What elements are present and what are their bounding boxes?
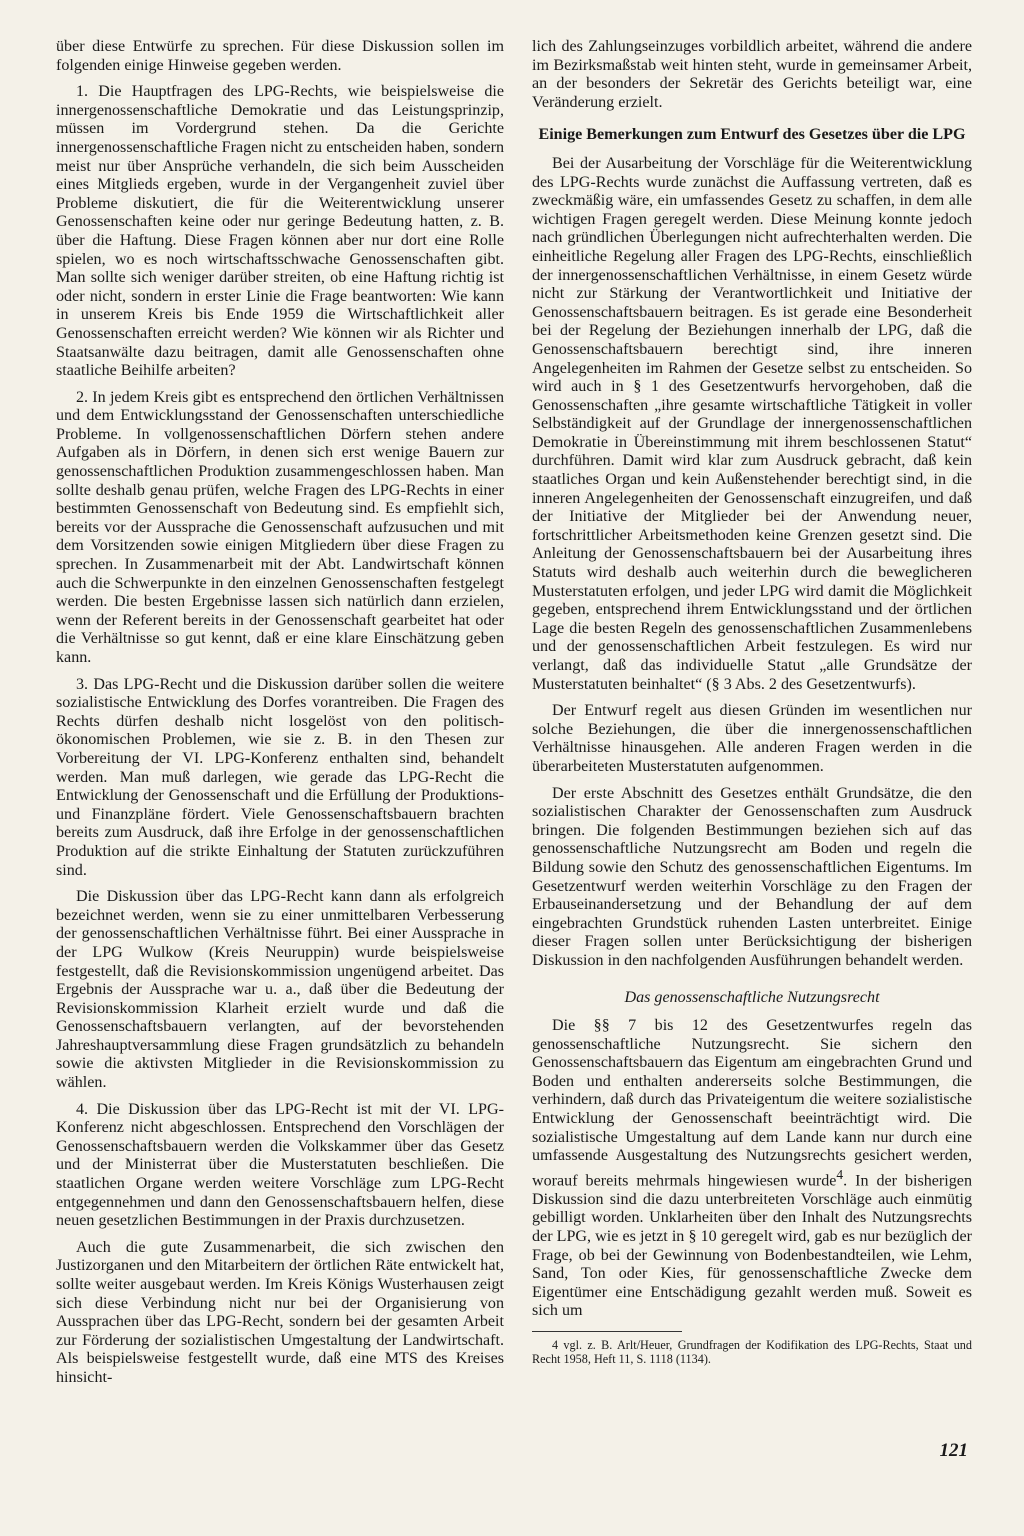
footnote-marker: 4	[836, 1166, 844, 1182]
paragraph: über diese Entwürfe zu sprechen. Für diese Diskussion sollen im folgenden einige Hinweise gegeben werden.	[56, 38, 504, 74]
paragraph: lich des Zahlungseinzuges vorbildlich arbeitet, während die andere im Bezirksmaßstab weit hinten steht, wurde in gemeinsamer Arbeit, an der besonders der Sekretär des Gerichts beteiligt war, eine Veränderung erzielt.	[532, 38, 972, 111]
footnote: 4 vgl. z. B. Arlt/Heuer, Grundfragen der Kodifikation des LPG-Rechts, Staat und Recht 1958, Heft 11, S. 1118 (1134).	[532, 1337, 972, 1366]
right-column	[532, 38, 972, 1374]
paragraph: 4. Die Diskussion über das LPG-Recht ist mit der VI. LPG-Konferenz nicht abgeschlossen. Entsprechend den Vorschlägen der Genossenschaftsbauern werden die Volkskammer über das Gesetz und der Ministerrat über die Musterstatuten beschließen. Die staatlichen Organe werden weitere Vorschläge zum LPG-Recht entgegennehmen und dann den Genossenschaftsbauern helfen, diese neuen gesetzlichen Bestimmungen in der Praxis durchzusetzen.	[56, 1100, 504, 1230]
page-number: 121	[939, 1440, 968, 1461]
paragraph: 3. Das LPG-Recht und die Diskussion darüber sollen die weitere sozialistische Entwicklung des Dorfes vorantreiben. Die Fragen des Rechts dürfen deshalb nicht losgelöst von den politisch-ökonomischen Problemen, wie sie z. B. in den Thesen zur Vorbereitung der VI. LPG-Konferenz enthalten sind, behandelt werden. Man muß darlegen, wie gerade das LPG-Recht die Entwicklung der Genossenschaft und die Erfüllung der Produktions- und Finanzpläne fördert. Viele Genossenschaftsbauern brachten bereits zum Ausdruck, daß ihre Erfolge in der genossenschaftlichen Produktion auf die strikte Einhaltung der Statuten zurückzuführen sind.	[56, 675, 504, 879]
paragraph: 2. In jedem Kreis gibt es entsprechend den örtlichen Verhältnissen und dem Entwicklungsstand der Genossenschaften unterschiedliche Probleme. In vollgenossenschaftlichen Dörfern stehen andere Aufgaben als in Dörfern, in denen sich erst wenige Bauern zur genossenschaftlichen Produktion zusammengeschlossen haben. Man sollte deshalb genau prüfen, welche Fragen des LPG-Rechts in einer bestimmten Genossenschaft von Bedeutung sind. Es empfiehlt sich, bereits vor der Aussprache die Genossenschaft aufzusuchen und mit dem Vorsitzenden sowie einigen Mitgliedern über diese Fragen zu sprechen. In Zusammenarbeit mit der Abt. Landwirtschaft können auch die Schwerpunkte in den einzelnen Genossenschaften festgelegt werden. Die besten Ergebnisse lassen sich natürlich dann erzielen, wenn der Referent bereits in der Genossenschaft gearbeitet hat oder die Verhältnisse so gut kennt, daß er eine klare Einschätzung geben kann.	[56, 388, 504, 666]
paragraph: Der erste Abschnitt des Gesetzes enthält Grundsätze, die den sozialistischen Charakter der Genossenschaften zum Ausdruck bringen. Die folgenden Bestimmungen beziehen sich auf das genossenschaftliche Nutzungsrecht am Boden und regeln die Bildung sowie den Schutz des genossenschaftlichen Eigentums. Im Gesetzentwurf werden weiterhin Vorschläge zu den Fragen der Erbauseinandersetzung und der Behandlung der auf dem eingebrachten Grundstück ruhenden Lasten unterbreitet. Einige dieser Fragen sollen unter Berücksichtigung der bisherigen Diskussion in den nachfolgenden Ausführungen behandelt werden.	[532, 784, 972, 969]
paragraph-text: . In der bisherigen Diskussion sind die dazu unterbreiteten Vorschläge auch einmütig gebilligt worden. Unklarheiten über den Inhalt des Nutzungsrechts der LPG, wie es jetzt in § 10 geregelt wird, gab es nur bezüglich der Frage, ob bei der Gewinnung von Bodenbestandteilen, wie Lehm, Sand, Ton oder Kies, für genossenschaftliche Zwecke dem Eigentümer eine Entschädigung gezahlt werden muß. Soweit es sich um	[532, 1172, 972, 1320]
paragraph-text: Die §§ 7 bis 12 des Gesetzentwurfes regeln das genossenschaftliche Nutzungsrecht. Sie sichern den Genossenschaftsbauern das Eigentum am eingebrachten Grund und Boden und enthalten andererseits solche Bestimmungen, die verhindern, daß durch das Privateigentum die weitere sozialistische Entwicklung der Genossenschaft beeinträchtigt wird. Die sozialistische Umgestaltung auf dem Lande kann nur durch eine umfassende Ausgestaltung des Nutzungsrechts gesichert werden, worauf bereits mehrmals hingewiesen wurde	[532, 1017, 972, 1190]
paragraph: Auch die gute Zusammenarbeit, die sich zwischen den Justizorganen und den Mitarbeitern der örtlichen Räte entwickelt hat, sollte weiter ausgebaut werden. Im Kreis Königs Wusterhausen zeigt sich diese Verbindung nicht nur bei der Organisierung von Aussprachen über das LPG-Recht, sondern bei der gesamten Arbeit zur Förderung der sozialistischen Umgestaltung der Landwirtschaft. Als beispielsweise festgestellt wurde, daß eine MTS des Kreises hinsicht-	[56, 1238, 504, 1386]
paragraph: Die Diskussion über das LPG-Recht kann dann als erfolgreich bezeichnet werden, wenn sie zu einer unmittelbaren Verbesserung der genossenschaftlichen Verhältnisse führt. Bei einer Aussprache in der LPG Wulkow (Kreis Neuruppin) wurde beispielsweise festgestellt, daß die Revisionskommission ungenügend arbeitet. Das Ergebnis der Aussprache war u. a., daß über die Bedeutung der Revisionskommission Klarheit erzielt wurde und daß die Genossenschaftsbauern verlangten, auf der bevorstehenden Jahreshauptversammlung diese Fragen grundsätzlich zu behandeln sowie die aktivsten Mitglieder in die Revisionskommission zu wählen.	[56, 888, 504, 1092]
section-heading: Einige Bemerkungen zum Entwurf des Gesetzes über die LPG	[538, 126, 966, 144]
left-column	[56, 38, 504, 1396]
paragraph: Der Entwurf regelt aus diesen Gründen im wesentlichen nur solche Beziehungen, die über die innergenossenschaftlichen Verhältnisse hinausgehen. Alle anderen Fragen werden in die überarbeiteten Musterstatuten aufgenommen.	[532, 702, 972, 775]
paragraph	[532, 1017, 972, 1321]
paragraph: 1. Die Hauptfragen des LPG-Rechts, wie beispielsweise die innergenossenschaftliche Demokratie und das Leistungsprinzip, müssen im Vordergrund stehen. Da die Gerichte innergenossenschaftliche Fragen nicht zu entscheiden haben, sondern meist nur über Ansprüche verhandeln, die sich beim Ausscheiden eines Mitglieds ergeben, wurde in der Vergangenheit zuviel über Probleme diskutiert, die für die Weiterentwicklung unserer Genossenschaften keine oder nur geringe Bedeutung hatten, z. B. über die Haftung. Diese Fragen können aber nur dort eine Rolle spielen, wo es noch wirtschaftsschwache Genossenschaften gibt. Man sollte sich weniger darüber streiten, ob eine Haftung richtig ist oder nicht, sondern in erster Linie die Frage beantworten: Wie kann in unserem Kreis bis Ende 1959 die Wirtschaftlichkeit aller Genossenschaften erreicht werden? Wie können wir als Richter und Staatsanwälte dazu beitragen, damit alle Genossenschaften ohne staatliche Beihilfe arbeiten?	[56, 83, 504, 380]
footnote-divider	[532, 1331, 682, 1332]
paragraph: Bei der Ausarbeitung der Vorschläge für die Weiterentwicklung des LPG-Rechts wurde zunächst die Auffassung vertreten, daß es zweckmäßig wäre, ein umfassendes Gesetz zu schaffen, in dem alle wichtigen Fragen geregelt werden. Diese Meinung konnte jedoch nach gründlichen Überlegungen nicht aufrechterhalten werden. Die einheitliche Regelung aller Fragen des LPG-Rechts, einschließlich der innergenossenschaftlichen Verhältnisse, in einem Gesetz würde nicht zur Stärkung der Verantwortlichkeit und Initiative der Genossenschaftsbauern beitragen. Es ist gerade eine Besonderheit bei der Regelung der Beziehungen innerhalb der LPG, daß die Genossenschaftsbauern berechtigt sind, ihre inneren Angelegenheiten im Rahmen der Gesetze selbst zu entscheiden. So wird auch in § 1 des Gesetzentwurfs hervorgehoben, daß die Genossenschaften „ihre gesamte wirtschaftliche Tätigkeit in voller Selbständigkeit auf der Grundlage der innergenossenschaftlichen Demokratie in Übereinstimmung mit ihrem beschlossenen Statut“ durchführen. Damit wird klar zum Ausdruck gebracht, daß kein staatliches Organ und kein Außenstehender berechtigt sind, in die inneren Angelegenheiten der Genossenschaft einzugreifen, und daß der Initiative der Mitglieder bei der Anwendung neuer, fortschrittlicher Arbeitsmethoden keine Grenzen gesetzt sind. Die Anleitung der Genossenschaftsbauern bei der Ausarbeitung ihres Statuts wird deshalb auch weiterhin durch die beweglicheren Musterstatuten erfolgen, und jeder LPG wird damit die Möglichkeit gegeben, entsprechend ihrem Entwicklungsstand und der örtlichen Lage die besten Regeln des genossenschaftlichen Zusammenlebens und der genossenschaftlichen Arbeit festzulegen. Es wird nur verlangt, daß das individuelle Statut „alle Grundsätze der Musterstatuten beinhaltet“ (§ 3 Abs. 2 des Gesetzentwurfs).	[532, 154, 972, 693]
subsection-heading: Das genossenschaftliche Nutzungsrecht	[624, 988, 880, 1006]
